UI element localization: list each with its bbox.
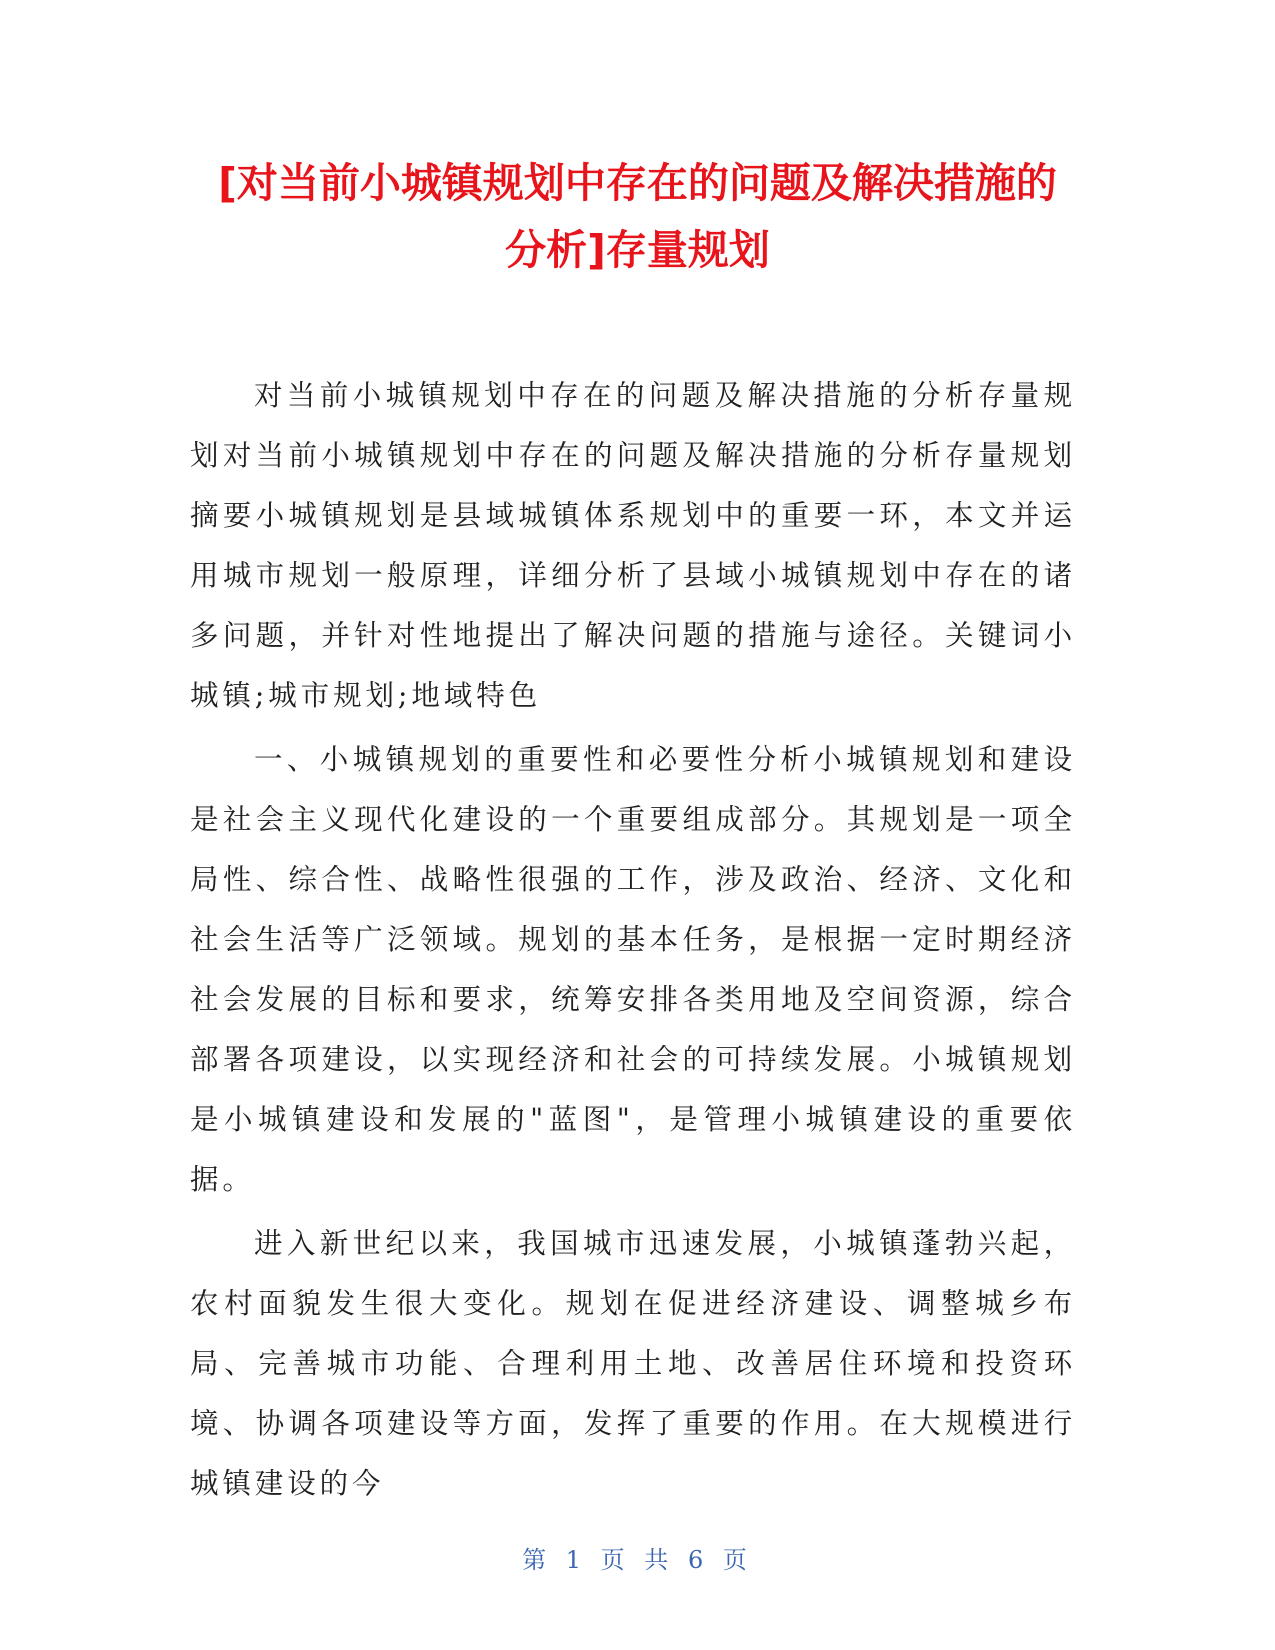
paragraph-new-century: 进入新世纪以来，我国城市迅速发展，小城镇蓬勃兴起，农村面貌发生很大变化。规划在促进经济建设、调整城乡布局、完善城市功能、合理利用土地、改善居住环境和投资环境、协调各项建设等方面，发挥了重要的作用。在大规模进行城镇建设的今: [190, 1227, 1076, 1500]
paragraph-section-one: 一、小城镇规划的重要性和必要性分析小城镇规划和建设是社会主义现代化建设的一个重要组成部分。其规划是一项全局性、综合性、战略性很强的工作，涉及政治、经济、文化和社会生活等广泛领域。规划的基本任务，是根据一定时期经济社会发展的目标和要求，统筹安排各类用地及空间资源，综合部署各项建设，以实现经济和社会的可持续发展。小城镇规划是小城镇建设和发展的"蓝图"，是管理小城镇建设的重要依据。: [190, 743, 1076, 1196]
document-title: [170, 150, 1105, 284]
paragraph-abstract: 对当前小城镇规划中存在的问题及解决措施的分析存量规划对当前小城镇规划中存在的问题及解决措施的分析存量规划摘要小城镇规划是县域城镇体系规划中的重要一环，本文并运用城市规划一般原理，详细分析了县域小城镇规划中存在的诸多问题，并针对性地提出了解决问题的措施与途径。关键词小城镇;城市规划;地域特色: [190, 379, 1076, 712]
document-body: [190, 366, 1076, 1514]
title-line-2: 分析]存量规划: [505, 226, 770, 274]
page-number-footer: 第 1 页 共 6 页: [522, 1546, 753, 1574]
title-line-1: [对当前小城镇规划中存在的问题及解决措施的: [218, 159, 1057, 207]
